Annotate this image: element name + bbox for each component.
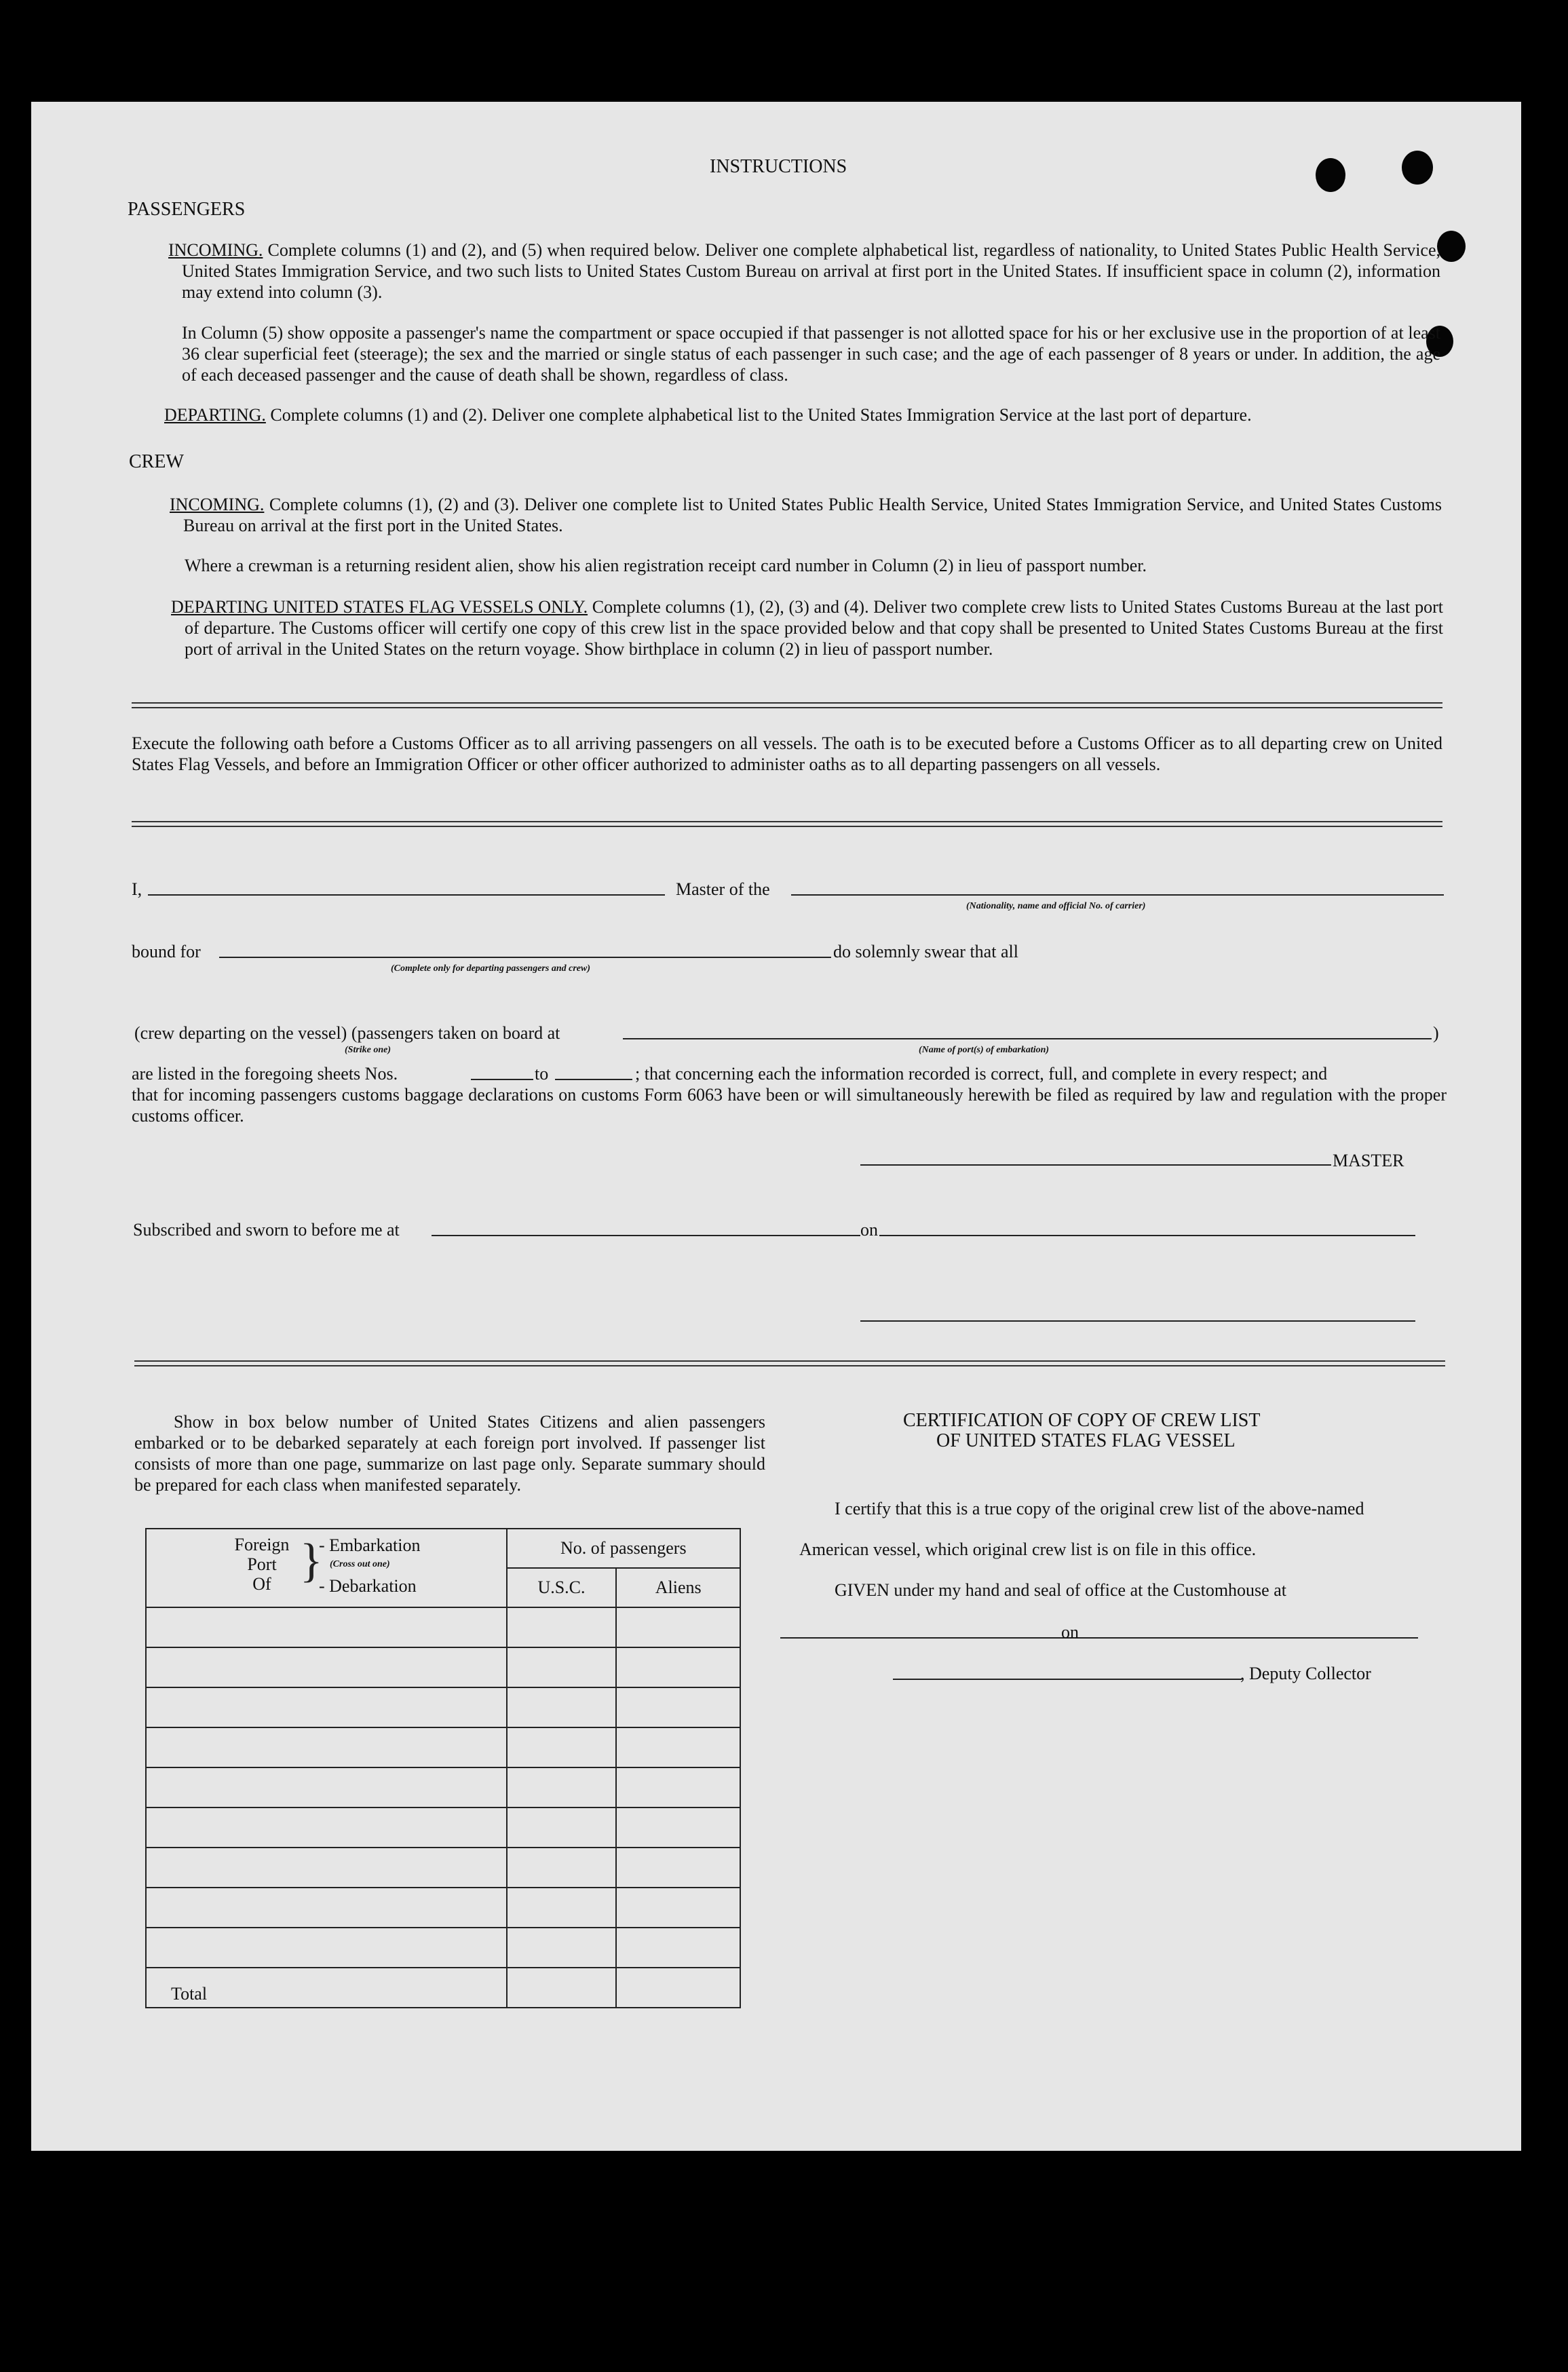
summary-intro: Show in box below number of United States Citizens and alien passengers embarked or to be debarked separately at each foreign port involved. If passenger list consists of more than one page, summarize on last page only. Separate summary should be prepared for each class when manifested separately.	[134, 1412, 765, 1495]
complete-only-caption: (Complete only for departing passengers and crew)	[391, 963, 590, 974]
embarkation-label: - Embarkation	[319, 1535, 421, 1555]
table-cell[interactable]	[507, 1807, 617, 1848]
declaration-text: that for incoming passengers customs baggage declarations on customs Form 6063 have been or will simultaneously herewith be filed as required by law and regulation with the proper customs officer.	[132, 1085, 1447, 1126]
master-name-field[interactable]	[148, 894, 665, 896]
table-cell[interactable]	[616, 1848, 740, 1888]
customhouse-field[interactable]	[780, 1637, 1091, 1639]
table-cell[interactable]	[616, 1767, 740, 1807]
instructions-title: INSTRUCTIONS	[710, 156, 847, 177]
divider	[132, 821, 1442, 827]
table-cell[interactable]	[616, 1807, 740, 1848]
summary-table	[145, 1528, 741, 2008]
deputy-signature-field[interactable]	[893, 1679, 1242, 1680]
column5-paragraph: In Column (5) show opposite a passenger's name the compartment or space occupied if that passenger is not allotted space for his or her exclusive use in the proportion of at least 36 clear superficial feet (steerage); the sex and the married or single status of each passenger in such case; and the age of each passenger of 8 years or under. In addition, the age of each deceased passenger and the cause of death shall be shown, regardless of class.	[182, 323, 1440, 385]
crew-incoming-label: INCOMING.	[170, 495, 265, 514]
nationality-caption: (Nationality, name and official No. of carrier)	[966, 901, 1146, 911]
table-cell[interactable]	[616, 1607, 740, 1647]
no-of-passengers-header: No. of passengers	[507, 1529, 740, 1568]
total-label	[146, 1968, 507, 2008]
table-cell[interactable]	[507, 1888, 617, 1928]
brace-icon: }	[300, 1535, 323, 1587]
of-label: Of	[252, 1574, 271, 1594]
crew-departing-label: (crew departing on the vessel) (passengers taken on board at	[134, 1023, 560, 1043]
carrier-field[interactable]	[791, 894, 1444, 896]
passengers-departing-label: DEPARTING.	[164, 405, 266, 425]
crew-flag-text: Complete columns (1), (2), (3) and (4). Deliver two complete crew lists to United States Customs Bureau at the last port of departure. The Customs officer will certify one copy of this crew list in the space provided below and that copy shall be presented to United States Customs Bureau at the first port of arrival in the United States on the return voyage. Show birthplace in column (2) in lieu of passport number.	[185, 597, 1443, 659]
foreign-label: Foreign	[234, 1535, 290, 1554]
total-aliens-cell[interactable]	[616, 1968, 740, 2008]
table-cell[interactable]	[146, 1767, 507, 1807]
sworn-place-field[interactable]	[432, 1235, 860, 1236]
table-cell[interactable]	[616, 1727, 740, 1767]
master-of-label: Master of the	[676, 879, 770, 899]
total-usc-cell[interactable]	[507, 1968, 617, 2008]
crew-flag-paragraph	[171, 596, 1443, 659]
crew-heading: CREW	[129, 451, 184, 472]
passengers-heading: PASSENGERS	[128, 199, 246, 220]
certification-on-label: on	[1061, 1622, 1079, 1642]
form-page	[31, 102, 1521, 2151]
table-cell[interactable]	[146, 1888, 507, 1928]
table-cell[interactable]	[146, 1928, 507, 1968]
given-text: GIVEN under my hand and seal of office at the Customhouse at	[835, 1580, 1286, 1600]
passengers-departing-paragraph	[164, 404, 1447, 425]
master-label: MASTER	[1333, 1151, 1404, 1170]
deputy-collector-label: , Deputy Collector	[1240, 1664, 1371, 1683]
table-cell[interactable]	[507, 1928, 617, 1968]
table-cell[interactable]	[616, 1928, 740, 1968]
usc-header: U.S.C.	[507, 1568, 617, 1607]
table-cell[interactable]	[146, 1727, 507, 1767]
close-paren: )	[1433, 1023, 1439, 1043]
table-cell[interactable]	[616, 1687, 740, 1727]
crew-incoming-text: Complete columns (1), (2) and (3). Deliver one complete list to United States Public Health Service, United States Immigration Service, and United States Customs Bureau on arrival at the first port in the United States.	[183, 495, 1442, 535]
total-text: Total	[171, 1984, 208, 2004]
table-cell[interactable]	[146, 1807, 507, 1848]
listed-rest: ; that concerning each the information recorded is correct, full, and complete in every respect; and	[635, 1064, 1328, 1084]
table-cell[interactable]	[507, 1767, 617, 1807]
foreign-port-header	[146, 1529, 507, 1607]
punch-hole	[1402, 151, 1433, 185]
ports-field[interactable]	[623, 1038, 1432, 1039]
table-cell[interactable]	[146, 1647, 507, 1687]
table-cell[interactable]	[616, 1888, 740, 1928]
aliens-header: Aliens	[616, 1568, 740, 1607]
sworn-date-field[interactable]	[879, 1235, 1415, 1236]
table-cell[interactable]	[146, 1687, 507, 1727]
passengers-incoming-text: Complete columns (1) and (2), and (5) when required below. Deliver one complete alphabetical list, regardless of nationality, to United States Public Health Service, United States Immigration Service, and two such lists to United States Custom Bureau on arrival at first port in the United States. If insufficient space in column (2), information may extend into column (3).	[182, 240, 1441, 302]
officer-signature-field[interactable]	[860, 1320, 1415, 1322]
table-cell[interactable]	[146, 1607, 507, 1647]
certification-title-2: OF UNITED STATES FLAG VESSEL	[936, 1430, 1236, 1451]
divider	[132, 702, 1442, 708]
table-cell[interactable]	[507, 1848, 617, 1888]
master-signature-field[interactable]	[860, 1164, 1331, 1166]
punch-hole	[1316, 158, 1345, 192]
table-cell[interactable]	[507, 1727, 617, 1767]
cross-out-caption: (Cross out one)	[330, 1559, 390, 1569]
punch-hole	[1437, 231, 1466, 262]
passengers-incoming-label: INCOMING.	[168, 240, 263, 260]
debarkation-label: - Debarkation	[319, 1576, 417, 1596]
to-label: to	[535, 1064, 549, 1084]
table-cell[interactable]	[507, 1607, 617, 1647]
sheet-from-field[interactable]	[471, 1079, 533, 1080]
strike-one-caption: (Strike one)	[345, 1045, 391, 1055]
passengers-incoming-paragraph	[168, 240, 1441, 303]
sworn-on-label: on	[860, 1220, 878, 1240]
certification-title-1: CERTIFICATION OF COPY OF CREW LIST	[903, 1410, 1261, 1431]
table-cell[interactable]	[507, 1687, 617, 1727]
table-cell[interactable]	[507, 1647, 617, 1687]
crew-flag-label: DEPARTING UNITED STATES FLAG VESSELS ONLY.	[171, 597, 588, 617]
listed-label: are listed in the foregoing sheets Nos.	[132, 1064, 398, 1084]
table-cell[interactable]	[146, 1848, 507, 1888]
bound-for-label: bound for	[132, 942, 201, 961]
subscribed-label: Subscribed and sworn to before me at	[133, 1220, 400, 1240]
crew-incoming-paragraph	[170, 494, 1442, 536]
sheet-to-field[interactable]	[555, 1079, 632, 1080]
port-label: Port	[247, 1554, 277, 1574]
swear-label: do solemnly swear that all	[833, 942, 1018, 961]
i-label: I,	[132, 879, 142, 899]
divider	[134, 1360, 1445, 1366]
crew-resident-paragraph: Where a crewman is a returning resident alien, show his alien registration receipt card number in Column (2) in lieu of passport number.	[185, 556, 1147, 575]
bound-for-field[interactable]	[219, 957, 831, 958]
certification-date-field[interactable]	[1082, 1637, 1418, 1639]
table-cell[interactable]	[616, 1647, 740, 1687]
certify-text: I certify that this is a true copy of the original crew list of the above-named	[835, 1499, 1364, 1518]
passengers-departing-text: Complete columns (1) and (2). Deliver one complete alphabetical list to the United States Immigration Service at the last port of departure.	[270, 405, 1252, 425]
vessel-text: American vessel, which original crew list is on file in this office.	[799, 1539, 1257, 1559]
oath-intro: Execute the following oath before a Customs Officer as to all arriving passengers on all vessels. The oath is to be executed before a Customs Officer as to all departing crew on United States Flag Vessels, and before an Immigration Officer or other officer authorized to administer oaths as to all departing passengers on all vessels.	[132, 733, 1442, 774]
ports-caption: (Name of port(s) of embarkation)	[919, 1045, 1050, 1055]
